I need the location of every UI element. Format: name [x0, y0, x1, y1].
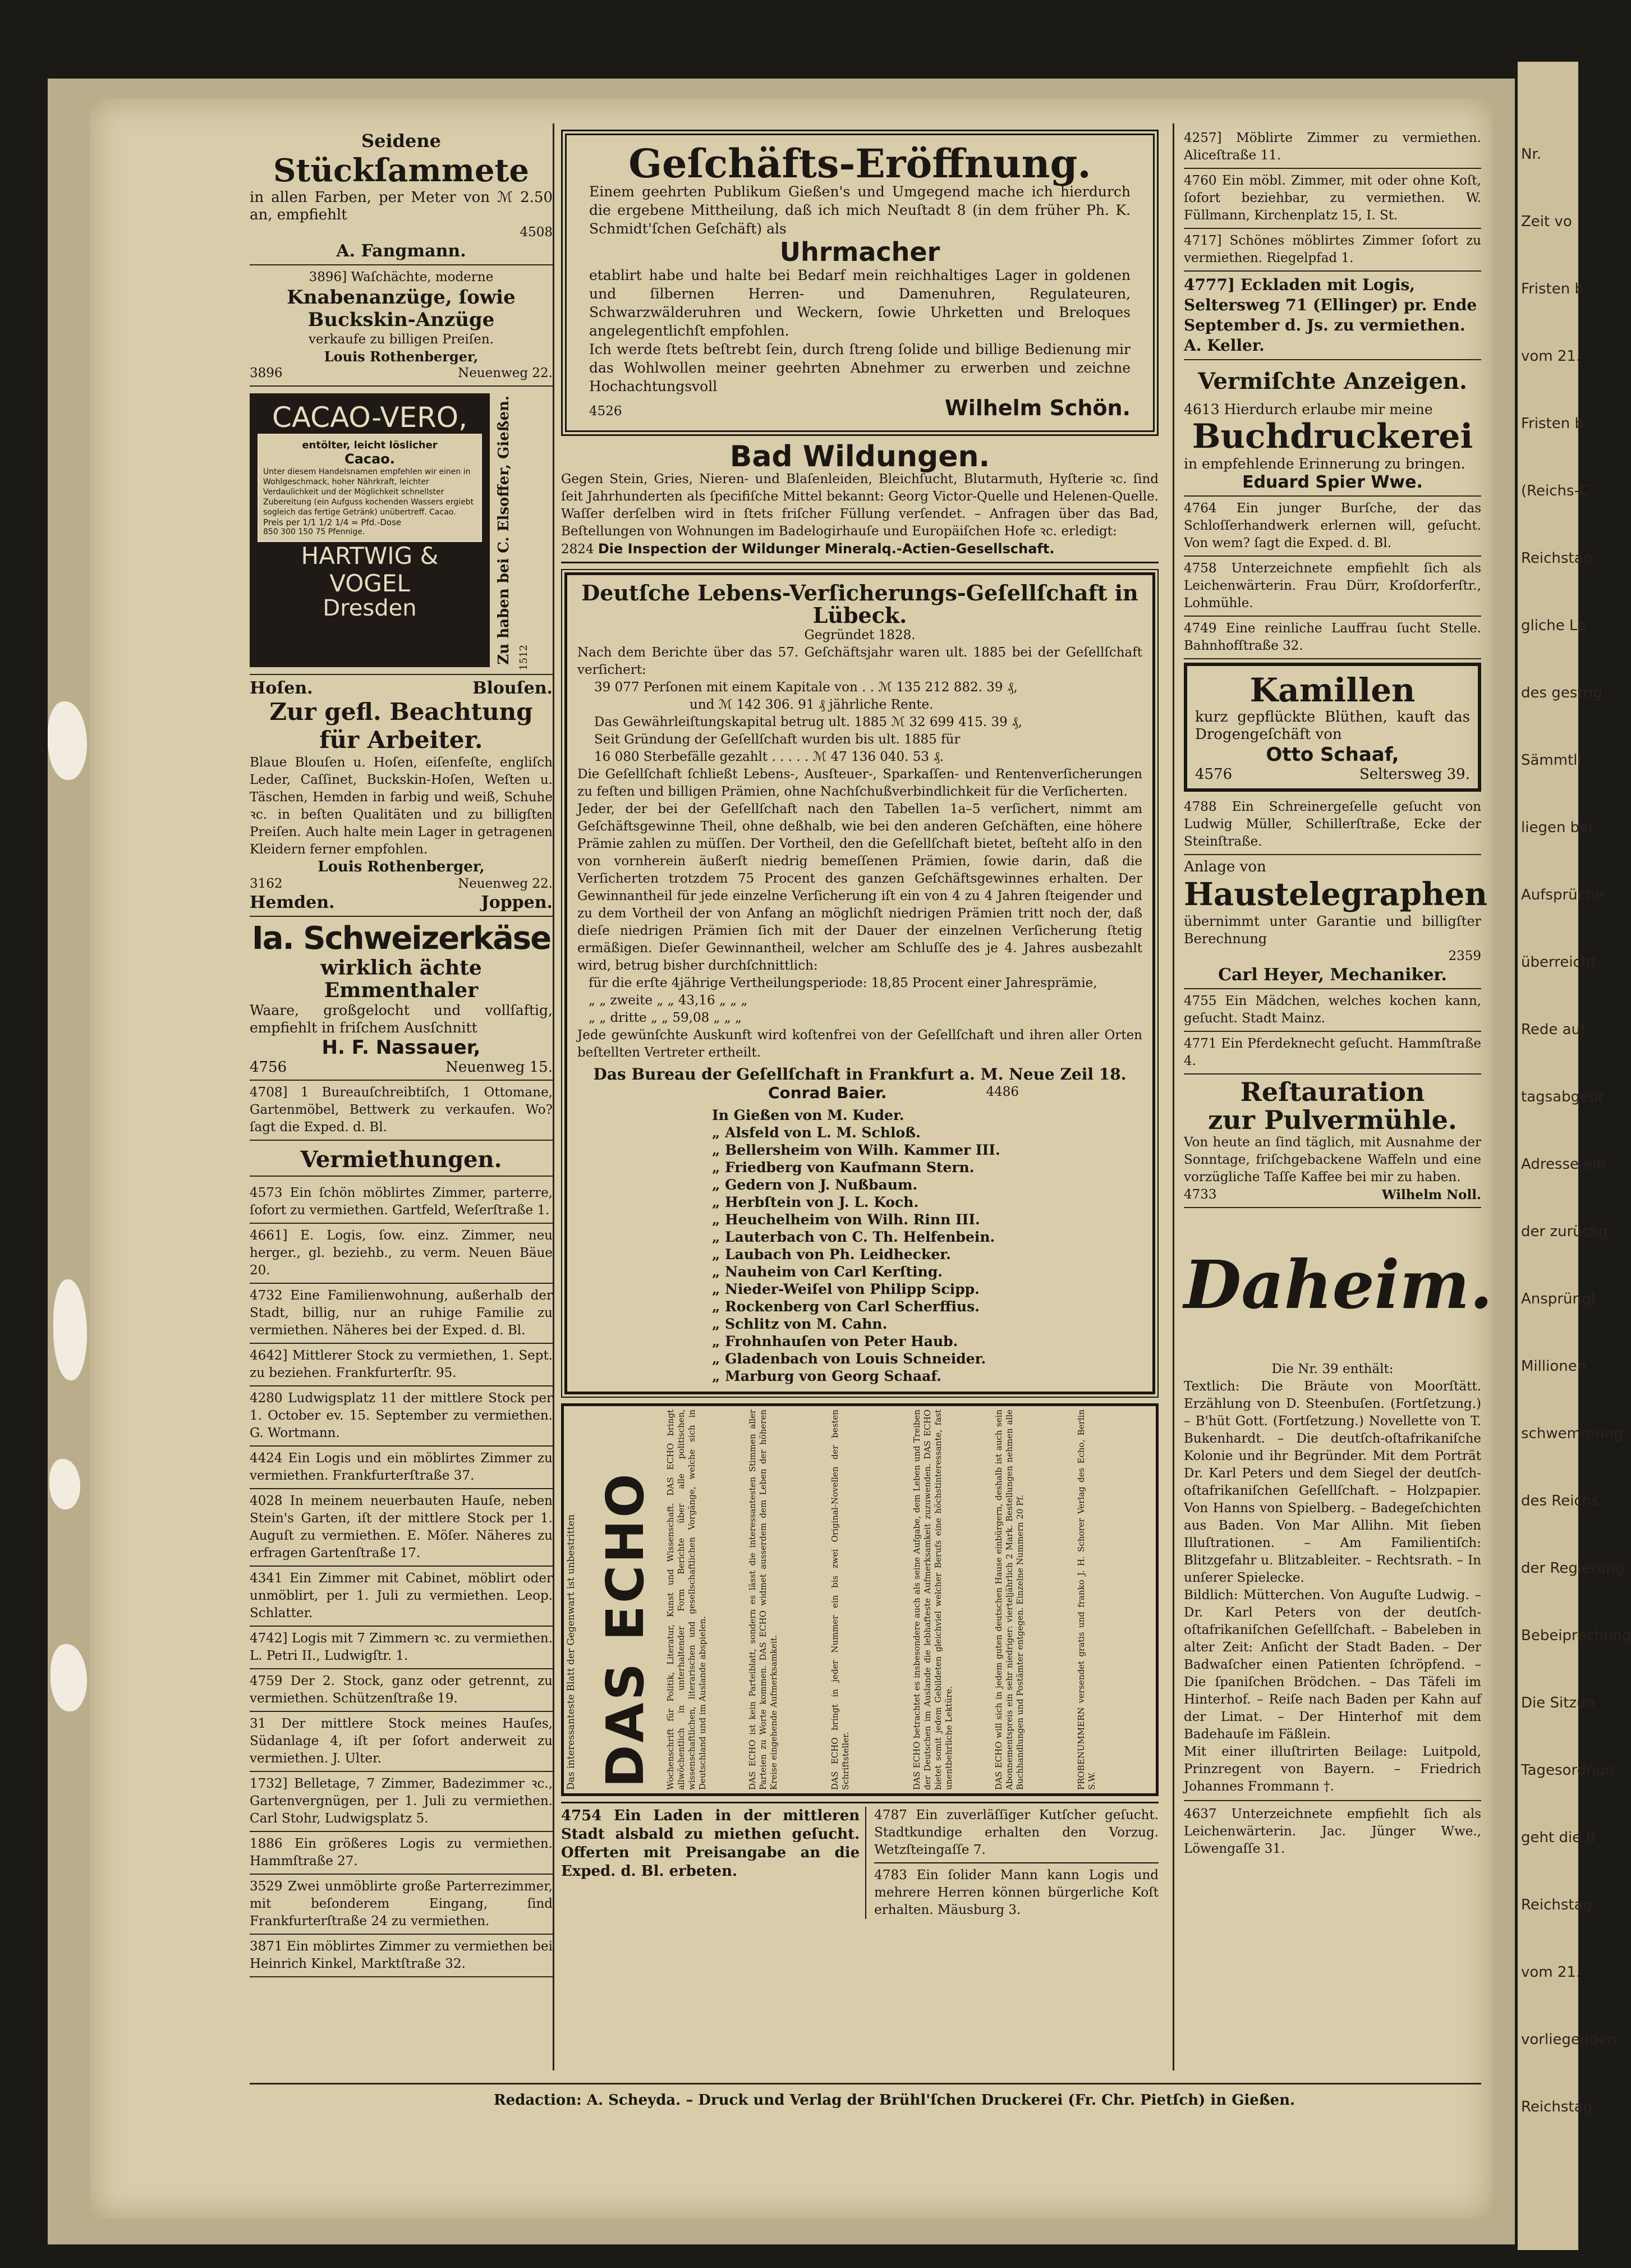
adjacent-page-fragment: vorliegenden — [1521, 2031, 1617, 2048]
ad-kamillen — [1184, 663, 1481, 792]
ad-maedchen: 4755 Ein Mädchen, welches kochen kann, geſucht. Stadt Mainz. — [1184, 989, 1481, 1032]
vermiethung-ad: 4028 In meinem neuerbauten Hauſe, neben Stein's Garten, iſt der mittlere Stock per 1. Auguſt zu vermiethen. E. Möſer. Näheres zu erfragen Gartenſtraße 17. — [250, 1489, 553, 1567]
adjacent-page-edge — [1518, 62, 1631, 2250]
ad-address: Seltersweg 39. — [1359, 766, 1470, 783]
agent-item: „ Friedberg von Kaufmann Stern. — [712, 1159, 975, 1176]
vermiethung-ad: 4573 Ein ſchön möblirtes Zimmer, parterre, ſofort zu vermiethen. Gartfeld, Weſerſtraße 1. — [250, 1181, 553, 1224]
adjacent-page-fragment: Nr. — [1521, 146, 1542, 163]
ad-trade: Uhrmacher — [779, 237, 940, 267]
ad-number: 3162 — [250, 876, 283, 891]
vermiethung-ad: 31 Der mittlere Stock meines Hauſes, Südanlage 4, iſt per ſofort anderweit zu vermiethen. J. Ulter. — [250, 1712, 553, 1772]
agent-item: „ Rockenberg von Carl Scherffius. — [712, 1298, 980, 1315]
ad-number: 2824 — [561, 542, 594, 557]
vermiethung-ad: 4341 Ein Zimmer mit Cabinet, möblirt oder unmöblirt, per 1. Juli zu vermiethen. Leop. Schlatter. — [250, 1567, 553, 1627]
agent-item: In Gießen von M. Kuder. — [712, 1107, 904, 1123]
ad-leichenwaerterin: 4758 Unterzeichnete empfiehlt ſich als Leichenwärterin. Frau Dürr, Kroſdorferſtr., Lohmühle. — [1184, 557, 1481, 617]
ad-moebl-zimmer: 4760 Ein möbl. Zimmer, mit oder ohne Koſt, ſofort beziehbar, zu vermiethen. W. Füllmann, Kirchenplatz 15, I. St. — [1184, 169, 1481, 229]
ad-firm: Eduard Spier Wwe. — [1242, 472, 1423, 492]
ad-address: Neuenweg 15. — [445, 1058, 553, 1076]
ad-cacao-vero — [250, 387, 553, 675]
daheim-text: Textlich: Die Bräute von Moorſtätt. Erzählung von D. Steenbuſen. (Fortſetzung.) – B'hüt Gott. (Fortſetzung.) Novellette von T. Bukenhardt. – Die deutſch-oſtafrikaniſche Kolonie und ihr Begründer. Mit dem Porträt Dr. Karl Peters und dem Siegel der deutſch-oſtafrikaniſchen Geſellſchaft. – Holzpapier. Von Hanns von Spielberg. – Badegeſchichten aus Baden. Von Mar Allihn. Mit ſieben Illuſtrationen. – Am Familientiſch: Blitzgefahr u. Blitzableiter. – Rechtsrath. – In unſerer Spielecke. — [1184, 1379, 1481, 1585]
column-rule — [1173, 123, 1174, 2070]
vermiethung-ad: 1732] Belletage, 7 Zimmer, Badezimmer ꝛc., Gartenvergnügen, per 1. Juli zu vermiethen. Carl Stohr, Ludwigsplatz 5. — [250, 1772, 553, 1832]
ad-text: Ich werde ſtets beſtrebt ſein, durch ſtreng ſolide und billige Bedienung mir das Wohlwollen meiner geehrten Abnehmer zu erwerben und zeichne Hochachtungsvoll — [589, 341, 1131, 394]
daheim-title: Daheim. — [1184, 1245, 1493, 1324]
vermiethung-ad: 4732 Eine Familienwohnung, außerhalb der Stadt, billig, nur an ruhige Familie zu vermiethen. Näheres bei der Exped. d. Bl. — [250, 1284, 553, 1344]
cacao-maker: HARTWIG & VOGEL — [301, 542, 439, 597]
echo-text-column: DAS ECHO will sich in jedem guten deutschen Hause einbürgern, deshalb ist auch sein Abonnementspreis ein sehr niedriger: vierteljährlich 2 Mark. Bestellungen nehmen alle Buchhandlungen und Postämter entgegen. Einzelne Nummern 20 Pf. — [994, 1410, 1026, 1790]
ad-bureau: Das Bureau der Geſellſchaft in Frankfurt a. M. Neue Zeil 18. — [593, 1065, 1127, 1084]
ad-agent: Conrad Baier. — [768, 1084, 887, 1102]
ad-firm: Louis Rothenberger, — [324, 348, 479, 365]
adjacent-page-fragment: Millionen — [1521, 1358, 1587, 1375]
vermiethung-ad: 4661] E. Logis, ſow. einz. Zimmer, neu herger., gl. beziehb., zu verm. Neuen Bäue 20. — [250, 1224, 553, 1284]
cacao-prices: 850 300 150 75 Pfennige. — [263, 527, 365, 536]
ad-headline: Bad Wildungen. — [729, 440, 990, 474]
ad-headline: wirklich ächte Emmenthaler — [320, 956, 482, 1002]
ad-lebensversicherung — [564, 572, 1155, 1394]
echo-columns — [663, 1406, 1156, 1793]
ad-text: in empfehlende Erinnerung zu bringen. — [1184, 456, 1465, 472]
adjacent-page-fragment: Adresse ein — [1521, 1156, 1606, 1173]
ad-figure: für die erſte 4jährige Vertheilungsperiode: 18,85 Procent einer Jahresprämie, — [589, 976, 1097, 990]
section-heading-vermiethungen: Vermiethungen. — [300, 1146, 502, 1173]
agent-item: „ Frohnhauſen von Peter Haub. — [712, 1333, 958, 1349]
ad-figure: 16 080 Sterbefälle gezahlt . . . . . ℳ 47 136 040. 53 ₰. — [594, 750, 944, 764]
adjacent-page-fragment: der zurückg — [1521, 1223, 1608, 1240]
ad-knabenanzuege — [250, 265, 553, 387]
vermiethung-ad: 3871 Ein möblirtes Zimmer zu vermiethen bei Heinrich Kinkel, Marktſtraße 32. — [250, 1935, 553, 1977]
agent-item: „ Marburg von Georg Schaaf. — [712, 1368, 941, 1384]
cacao-title: CACAO-VERO, — [272, 401, 468, 434]
adjacent-page-fragment: geht die B — [1521, 1829, 1596, 1846]
ad-address: Neuenweg 22. — [458, 876, 553, 891]
cacao-box — [250, 393, 490, 667]
ad-firm: Carl Heyer, Mechaniker. — [1218, 965, 1447, 985]
ad-burſche: 4764 Ein junger Burſche, der das Schloſſerhandwerk erlernen will, geſucht. Von wem? ſagt die Exped. d. Bl. — [1184, 497, 1481, 557]
ad-pferdeknecht: 4771 Ein Pferdeknecht geſucht. Hammſtraße 4. — [1184, 1032, 1481, 1075]
ad-firm: Louis Rothenberger, — [318, 858, 485, 875]
daheim-text: Bildlich: Mütterchen. Von Auguſte Ludwig. – Dr. Karl Peters von der deutſch-oſtafrikaniſchen Geſellſchaft. – Babeleben in alter Zeit: Anſicht der Stadt Baden. – Der Badwaſcher einen Patienten ſchröpfend. – Die ſpaniſchen Brödchen. – Das Täfeli im Hinterhof. – Reiſe nach Baden per Kahn auf der Limat. – Der Hinterhof mit dem Badehauſe im Fäßlein. — [1184, 1588, 1481, 1742]
echo-text-column: DAS ECHO ist kein Parteiblatt, sondern es lässt die interessantesten Stimmen aller Parteien zu Worte kommen. DAS ECHO widmet ausserdem dem Leben der höheren Kreise eingehende Aufmerksamkeit. — [747, 1410, 779, 1790]
agent-item: „ Schlitz von M. Cahn. — [712, 1316, 888, 1332]
cacao-text: Unter diesem Handelsnamen empfehlen wir einen in Wohlgeschmack, hoher Nährkraft, leichter Verdaulichkeit und der Möglichkeit schnellster Zubereitung (ein Aufguss kochenden Wassers ergiebt sogleich das fertige Getränk) unübertreff. Cacao. — [263, 467, 474, 517]
ad-text: Einem geehrten Publikum Gießen's und Umgegend mache ich hierdurch die ergebene Mittheilung, daß ich mich Neuſtadt 8 (in dem früher Ph. K. Schmidt'ſchen Geſchäft) als — [589, 183, 1131, 237]
vermiethung-ad: 4424 Ein Logis und ein möblirtes Zimmer zu vermiethen. Frankfurterſtraße 37. — [250, 1447, 553, 1489]
ad-headline: Buchdruckerei — [1192, 417, 1473, 456]
ad-text: kurz gepflückte Blüthen, kauft das Drogengeſchäft von — [1195, 709, 1470, 743]
ad-number: 4756 — [250, 1058, 287, 1076]
cacao-inner — [258, 434, 482, 542]
adjacent-page-fragment: vom 21. — [1521, 348, 1581, 365]
adjacent-page-fragment: tagsabgeor — [1521, 1089, 1604, 1105]
ad-text: Jeder, der bei der Geſellſchaft nach den Tabellen 1a–5 verſichert, nimmt am Geſchäftsgewinne Theil, ohne deßhalb, wie bei den anderen Geſchäften, eine höhere Prämie zahlen zu müſſen. Der Vortheil, den die Geſellſchaft bietet, beſteht alſo in den von vornherein äußerſt niedrig bemeſſenen Prämien, ſowie darin, daß die Verſicherten trotzdem 75 Procent des ganzen Geſchäftsgewinnes erhalten. Der Gewinnantheil für jede einzelne Verſicherung iſt ein von 4 zu 4 Jahren ſteigender und zu dem Vortheil der von Anfang an möglichſt niedrigen Prämien tritt noch der, daß dieſe niedrigen Prämien ſich mit der Dauer der einzelnen Verſicherung ſtetig ermäßigen. Dieſer Gewinnantheil, welcher am Schluſſe des je 4. Jahres ausbezahlt wird, betrug bisher durchſchnittlich: — [577, 802, 1142, 973]
ad-leichenwaerterin-2: 4637 Unterzeichnete empfiehlt ſich als Leichenwärterin. Jac. Jünger Wwe., Löwengaſſe 31. — [1184, 1807, 1481, 1856]
ad-label: Hemden. — [250, 892, 335, 912]
ad-headline: Ia. Schweizerkäse — [251, 920, 551, 957]
adjacent-page-fragment: Die Sitzun — [1521, 1695, 1596, 1711]
ad-text: Blaue Blouſen u. Hoſen, eiſenfeſte, engliſch Leder, Caſſinet, Buckskin-Hoſen, Weſten u. Täschen, Hemden in farbig und weiß, Schuhe ꝛc. in beſten Qualitäten und zu billigſten Preiſen. Auch halte mein Lager in getragenen Kleidern ferner empfohlen. — [250, 755, 553, 857]
adjacent-page-fragment: Aufsprüche — [1521, 887, 1604, 903]
ad-firm: A. Fangmann. — [336, 241, 466, 261]
echo-text-column: DAS ECHO bringt in jeder Nummer ein bis zwei Original-Novellen der besten Schriftsteller. — [829, 1410, 851, 1790]
agent-item: „ Gladenbach von Louis Schneider. — [712, 1351, 986, 1367]
agent-item: „ Nieder-Weiſel von Philipp Scipp. — [712, 1281, 980, 1297]
ad-text: Nach dem Berichte über das 57. Geſchäftsjahr waren ult. 1885 bei der Geſellſchaft verſichert: — [577, 645, 1142, 677]
ad-logis: 4783 Ein ſolider Mann kann Logis und mehrere Herren können bürgerliche Koſt erhalten. Mäusburg 3. — [874, 1868, 1159, 1917]
vermiethung-ad: 1886 Ein größeres Logis zu vermiethen. Hammſtraße 27. — [250, 1832, 553, 1875]
adjacent-page-fragment: Reichstag — [1521, 2099, 1593, 2115]
column-right — [1184, 126, 1493, 1858]
ad-figure: 39 077 Perſonen mit einem Kapitale von . . ℳ 135 212 882. 39 ₰, — [594, 680, 1018, 695]
ad-text: Jede gewünſchte Auskunft wird koſtenfrei von der Geſellſchaft und ihren aller Orten beſtellten Vertreter ertheilt. — [577, 1028, 1142, 1060]
ad-number: 4486 — [986, 1085, 1019, 1099]
ad-headline: Buckskin-Anzüge — [307, 309, 495, 331]
ad-text: Waſchächte, moderne — [351, 270, 494, 284]
ad-figure: und ℳ 142 306. 91 ₰ jährliche Rente. — [690, 697, 934, 712]
vermiethung-ad: 3529 Zwei unmöblirte große Parterrezimmer, mit beſonderem Eingang, ſind Frankfurterſtraße 24 zu vermiethen. — [250, 1875, 553, 1935]
ad-text: 4613 Hierdurch erlaube mir meine — [1184, 401, 1433, 417]
ad-text: Waare, großgelocht und vollſaftig, empfiehlt in friſchem Ausſchnitt — [250, 1002, 553, 1036]
vermiethung-ad: 4280 Ludwigsplatz 11 der mittlere Stock per 1. October ev. 15. September zu vermiethen. G. Wortmann. — [250, 1386, 553, 1447]
adjacent-page-fragment: des gestrig — [1521, 685, 1602, 701]
section-heading-vermischte: Vermiſchte Anzeigen. — [1198, 368, 1467, 394]
ad-text: Von heute an ſind täglich, mit Ausnahme der Sonntage, friſchgebackene Waffeln und eine vorzügliche Taſſe Kaffee bei mir zu haben. — [1184, 1135, 1481, 1184]
ad-headline: Geſchäfts-Eröffnung. — [628, 140, 1091, 187]
agent-item: „ Herbſtein von J. L. Koch. — [712, 1194, 919, 1210]
agent-item: „ Laubach von Ph. Leidhecker. — [712, 1246, 951, 1262]
adjacent-page-fragment: Reichstag — [1521, 550, 1593, 567]
agent-item: „ Bellersheim von Wilh. Kammer III. — [712, 1142, 1000, 1158]
ad-firm: Wilhelm Noll. — [1381, 1187, 1481, 1202]
column-middle — [561, 126, 1159, 1919]
ad-moeblirte-zimmer: 4257] Möblirte Zimmer zu vermiethen. Aliceſtraße 11. — [1184, 126, 1481, 169]
agents-list — [577, 1107, 1142, 1385]
adjacent-page-fragment: überreicht — [1521, 954, 1596, 971]
ad-founded: Gegründet 1828. — [804, 628, 916, 642]
ad-firm: Die Inspection der Wildunger Mineralq.-Actien-Gesellschaft. — [598, 541, 1055, 557]
agent-item: „ Heuchelheim von Wilh. Rinn III. — [712, 1211, 980, 1228]
ad-text: Anlage von — [1184, 858, 1266, 875]
ad-headline: Knabenanzüge, ſowie — [287, 286, 516, 309]
daheim-text: Mit einer illuſtrirten Beilage: Luitpold, Prinzregent von Bayern. – Friedrich Johannes Frommann †. — [1184, 1744, 1481, 1794]
ad-number: 4733 — [1184, 1187, 1217, 1202]
adjacent-page-fragment: liegen bei — [1521, 819, 1593, 836]
ad-arbeiter — [250, 675, 553, 917]
adjacent-page-fragment: Fristen b — [1521, 281, 1584, 297]
ad-text: Die Geſellſchaft ſchließt Lebens-, Ausſteuer-, Sparkaſſen- und Rentenverſicherungen zu feſten und billigen Prämien, ohne Nachſchußverbindlichkeit für die Verſicherten. — [577, 767, 1142, 799]
adjacent-page-fragment: Sämmtli — [1521, 752, 1582, 769]
echo-text-column: PROBENUMMERN versendet gratis und franko J. H. Schorer Verlag des Echo, Berlin S.W. — [1076, 1410, 1097, 1790]
ad-bad-wildungen — [561, 439, 1159, 563]
ad-number: 3896] — [309, 270, 347, 284]
ad-number: 4526 — [589, 404, 622, 419]
agent-item: „ Nauheim von Carl Kerſting. — [712, 1264, 943, 1280]
adjacent-page-fragment: Fristen b — [1521, 415, 1584, 432]
ad-headline: Zur gefl. Beachtung — [269, 697, 533, 726]
ad-lauffrau: 4749 Eine reinliche Lauffrau ſucht Stelle. Bahnhofſtraße 32. — [1184, 617, 1481, 659]
ad-figure: „ „ zweite „ „ 43,16 „ „ „ — [589, 993, 748, 1008]
ad-number: 4508 — [520, 225, 553, 240]
ad-headline: für Arbeiter. — [319, 726, 483, 754]
ad-schreinergeselle: 4788 Ein Schreinergeſelle geſucht von Ludwig Müller, Schillerſtraße, Ecke der Steinſtraße. — [1184, 795, 1481, 855]
adjacent-page-fragment: der Regierung — [1521, 1560, 1625, 1577]
ad-geschaefts-eroeffnung — [561, 130, 1159, 436]
ad-das-echo — [561, 1403, 1159, 1796]
ad-headline: Deutſche Lebens-Verſicherungs-Geſellſchaft in Lübeck. — [581, 580, 1138, 628]
echo-title: DAS ECHO — [595, 1471, 655, 1788]
ad-address: Neuenweg 22. — [458, 366, 553, 380]
ad-pulvermuehle — [1184, 1075, 1481, 1208]
ad-bureauschreibtisch: 4708] 1 Bureauſchreibtiſch, 1 Ottomane, Gartenmöbel, Bettwerk zu verkaufen. Wo? ſagt die Exped. d. Bl. — [250, 1081, 553, 1141]
divider — [1184, 1800, 1481, 1801]
bottom-rule — [250, 2083, 1481, 2085]
daheim-contents: Die Nr. 39 enthält: — [1271, 1362, 1394, 1376]
divider — [250, 1176, 553, 1177]
ad-eckladen: 4777] Eckladen mit Logis, Seltersweg 71 (Ellinger) pr. Ende September d. Js. zu vermiethen. A. Keller. — [1184, 272, 1481, 360]
ad-text: verkaufe zu billigen Preiſen. — [308, 332, 494, 347]
ad-figure: Das Gewährleiſtungskapital betrug ult. 1885 ℳ 32 699 415. 39 ₰, — [594, 715, 1022, 729]
ad-label: Hoſen. — [250, 678, 313, 698]
adjacent-page-fragment: Zeit vo — [1521, 213, 1572, 230]
adjacent-page-fragment: des Reichs — [1521, 1493, 1599, 1509]
column-rule — [553, 123, 554, 2070]
cacao-price: Preis per 1/1 1/2 1/4 = Pfd.-Dose — [263, 517, 402, 527]
imprint: Redaction: A. Scheyda. – Druck und Verlag der Brühl'ſchen Druckerei (Fr. Chr. Pietſch) in Gießen. — [494, 2092, 1295, 2109]
ad-stueckſammete — [250, 126, 553, 265]
ad-number: 2359 — [1448, 949, 1481, 963]
ad-schoenes-zimmer: 4717] Schönes möblirtes Zimmer ſofort zu vermiethen. Riegelpfad 1. — [1184, 229, 1481, 272]
echo-text-column: Wochenschrift für Politik, Literatur, Kunst und Wissenschaft. DAS ECHO bringt allwöchentlich in unterhaltender Form Berichte über alle politischen, wissenschaftlichen, literarischen und gesellschaftlichen Vorgänge, welche sich in Deutschland und im Auslande abspielen. — [665, 1410, 707, 1790]
bottom-ads — [561, 1802, 1159, 1919]
vermiethungen-list — [250, 1181, 553, 1977]
ad-headline: Stückſammete — [273, 152, 529, 189]
ad-schweizerkaese — [250, 917, 553, 1081]
adjacent-page-fragment: Bebeiprechung — [1521, 1627, 1631, 1644]
ad-headline: Reſtauration — [1240, 1077, 1425, 1107]
cacao-city: Dresden — [323, 595, 417, 621]
adjacent-page-fragment: (Reichs-C — [1521, 483, 1590, 499]
adjacent-page-fragment: Rede auf — [1521, 1021, 1586, 1038]
cacao-subtitle: entölter, leicht löslicher — [302, 439, 438, 451]
agent-item: „ Gedern von J. Nußbaum. — [712, 1177, 918, 1193]
ad-number: 1512 — [518, 644, 530, 671]
ad-figure: „ „ dritte „ „ 59,08 „ „ „ — [589, 1011, 742, 1025]
ad-number: 4576 — [1195, 766, 1233, 783]
adjacent-page-fragment: Reichstag — [1521, 1897, 1593, 1913]
ad-buchdruckerei — [1184, 397, 1481, 497]
ad-headline: Kamillen — [1249, 671, 1416, 709]
ad-daheim — [1184, 1211, 1493, 1357]
ad-label: Joppen. — [481, 892, 553, 912]
cacao-side-text: Zu haben bei C. Elsoffer, Gießen. — [495, 396, 512, 665]
ad-text: etablirt habe und halte bei Bedarf mein reichhaltiges Lager in goldenen und ſilbernen Herren- und Damenuhren, Regulateuren, Schwarzwälderuhren und Weckern, ſowie Uhrketten und Breloques angelegentlichſt empfohlen. — [589, 267, 1131, 339]
ad-firm: Wilhelm Schön. — [944, 396, 1131, 420]
vermiethung-ad: 4742] Logis mit 7 Zimmern ꝛc. zu vermiethen. L. Petri II., Ludwigſtr. 1. — [250, 1627, 553, 1669]
ad-laden: 4754 Ein Laden in der mittleren Stadt alsbald zu miethen geſucht. Offerten mit Preisangabe an die Exped. d. Bl. erbeten. — [561, 1807, 866, 1919]
echo-subtitle: Das interessanteste Blatt der Gegenwart ist unbestritten — [566, 1514, 577, 1790]
adjacent-page-fragment: Ansprüngl — [1521, 1291, 1595, 1307]
ad-title: Seidene — [361, 130, 441, 151]
adjacent-page-fragment: vom 21. — [1521, 1964, 1581, 1981]
ad-text: übernimmt unter Garantie und billigſter Berechnung — [1184, 913, 1481, 947]
cacao-subtitle: Cacao. — [344, 451, 395, 467]
ad-firm: Otto Schaaf, — [1266, 743, 1399, 766]
agent-item: „ Alsfeld von L. M. Schloß. — [712, 1124, 921, 1141]
ad-firm: H. F. Nassauer, — [321, 1036, 481, 1059]
adjacent-page-fragment: gliche Le — [1521, 617, 1587, 634]
adjacent-page-fragment: Tagesordnun — [1521, 1762, 1614, 1779]
ad-text: in allen Farben, per Meter von ℳ 2.50 an, empfiehlt — [250, 189, 553, 223]
column-left — [250, 126, 553, 1977]
ad-haustelegraphen — [1184, 855, 1487, 989]
adjacent-page-fragment: schwemmung — [1521, 1425, 1623, 1442]
ad-text: Gegen Stein, Gries, Nieren- und Blaſenleiden, Bleichſucht, Blutarmuth, Hyſterie ꝛc. ſind ſeit Jahrhunderten als ſpecifiſche Mittel bekannt: Georg Victor-Quelle und Helenen-Quelle. Waſſer derſelben wird in ſtets friſcher Füllung verſendet. – Anfragen über das Bad, Beſtellungen von Wohnungen im Badelogirhauſe und Europäiſchen Hofe ꝛc. erledigt: — [561, 472, 1159, 539]
ad-figure: Seit Gründung der Geſellſchaft wurden bis ult. 1885 für — [594, 732, 961, 747]
ad-headline: Haustelegraphen — [1184, 876, 1487, 913]
agent-item: „ Lauterbach von C. Th. Helfenbein. — [712, 1229, 995, 1245]
ad-label: Blouſen. — [472, 678, 553, 698]
echo-text-column: DAS ECHO betrachtet es insbesondere auch als seine Aufgabe, dem Leben und Treiben der Deutschen im Auslande die lebhafteste Aufmerksamkeit zuzuwenden. DAS ECHO bietet somit jedem Gebildeten gleichviel welcher Berufs eine höchstinteressante, fast unentbehrliche Lektüre. — [911, 1410, 954, 1790]
ad-kutscher: 4787 Ein zuverläſſiger Kutſcher geſucht. Stadtkundige erhalten den Vorzug. Wetzſteingaſſe 7. — [874, 1807, 1159, 1863]
vermiethung-ad: 4642] Mittlerer Stock zu vermiethen, 1. Sept. zu beziehen. Frankfurterſtr. 95. — [250, 1344, 553, 1386]
vermiethung-ad: 4759 Der 2. Stock, ganz oder getrennt, zu vermiethen. Schützenſtraße 19. — [250, 1669, 553, 1712]
ad-number: 3896 — [250, 366, 283, 380]
ad-headline: zur Pulvermühle. — [1208, 1105, 1457, 1135]
